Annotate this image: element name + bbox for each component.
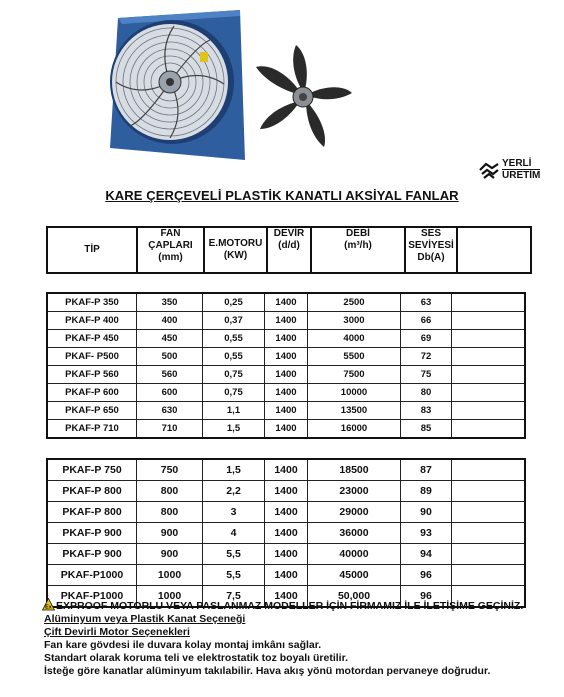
cell-rpm: 1400 [265,459,308,481]
cell-noise: 87 [401,459,452,481]
note-line-optional: İsteğe göre kanatlar alüminyum takılabilir. Hava akış yönü motordan pervaneye doğrudur. [44,665,491,677]
cell-noise: 69 [401,330,452,348]
cell-type: PKAF-P 650 [47,402,137,420]
svg-text:Ex: Ex [45,604,52,611]
cell-diameter: 600 [137,384,203,402]
cell-noise: 75 [401,366,452,384]
cell-diameter: 710 [137,420,203,439]
cell-rpm: 1400 [265,402,308,420]
cell-flow: 50,000 [308,586,401,608]
spec-table-header [46,226,532,274]
note-line-standard: Standart olarak koruma teli ve elektrostatik toz boyalı üretilir. [44,652,349,664]
cell-noise: 72 [401,348,452,366]
col-header-empty [457,227,531,273]
cell-rpm: 1400 [265,502,308,523]
table-row [47,544,525,565]
cell-rpm: 1400 [265,420,308,439]
cell-rpm: 1400 [265,330,308,348]
notes-block [44,598,564,678]
cell-extra [452,348,526,366]
table-row [47,330,525,348]
cell-diameter: 800 [137,502,203,523]
cell-noise: 96 [401,586,452,608]
cell-motor-kw: 0,55 [203,348,265,366]
cell-noise: 89 [401,481,452,502]
cell-flow: 23000 [308,481,401,502]
cell-rpm: 1400 [265,312,308,330]
col-header-diameter [137,227,204,273]
cell-extra [452,565,526,586]
table-row [47,348,525,366]
cell-type: PKAF-P 800 [47,481,137,502]
cell-noise: 66 [401,312,452,330]
square-frame-fan-image [100,10,245,160]
cell-noise: 85 [401,420,452,439]
cell-type: PKAF-P 450 [47,330,137,348]
col-header-rpm [267,227,311,273]
col-motor-l3: (KW) [223,250,248,261]
cell-extra [452,384,526,402]
cell-diameter: 1000 [137,586,203,608]
col-noise-l3: Db(A) [417,252,445,263]
cell-extra [452,544,526,565]
col-diameter-l2: ÇAPLARI [148,240,193,251]
cell-noise: 83 [401,402,452,420]
cell-flow: 3000 [308,312,401,330]
cell-extra [452,420,526,439]
table-row [47,384,525,402]
cell-type: PKAF-P 900 [47,544,137,565]
cell-flow: 7500 [308,366,401,384]
badge-line2: ÜRETİM [502,170,541,181]
local-production-badge [478,154,560,188]
col-diameter-l3: (mm) [158,252,183,263]
cell-motor-kw: 4 [203,523,265,544]
explosion-proof-icon [42,598,55,611]
cell-diameter: 500 [137,348,203,366]
cell-flow: 18500 [308,459,401,481]
cell-motor-kw: 0,37 [203,312,265,330]
cell-rpm: 1400 [265,523,308,544]
cell-diameter: 560 [137,366,203,384]
cell-extra [452,459,526,481]
cell-motor-kw: 2,2 [203,481,265,502]
cell-flow: 36000 [308,523,401,544]
cell-rpm: 1400 [265,293,308,312]
cell-motor-kw: 5,5 [203,544,265,565]
cell-motor-kw: 0,55 [203,330,265,348]
cell-motor-kw: 1,1 [203,402,265,420]
cell-type: PKAF-P 560 [47,366,137,384]
col-noise-l1: SES [420,228,441,239]
cell-noise: 63 [401,293,452,312]
table-row [47,293,525,312]
col-rpm-l2: (d/d) [278,240,300,251]
cell-diameter: 1000 [137,565,203,586]
dual-speed-option-link[interactable]: Çift Devirli Motor Seçenekleri [44,626,190,638]
cell-motor-kw: 0,75 [203,366,265,384]
cell-flow: 10000 [308,384,401,402]
cell-motor-kw: 3 [203,502,265,523]
table-row [47,420,525,439]
cell-motor-kw: 0,75 [203,384,265,402]
cell-flow: 13500 [308,402,401,420]
cell-type: PKAF-P 900 [47,523,137,544]
cell-diameter: 750 [137,459,203,481]
cell-type: PKAF-P 710 [47,420,137,439]
cell-diameter: 450 [137,330,203,348]
cell-type: PKAF-P1000 [47,586,137,608]
cell-rpm: 1400 [265,544,308,565]
col-header-type [47,227,137,273]
cell-noise: 96 [401,565,452,586]
cell-type: PKAF-P1000 [47,565,137,586]
exproof-note [42,598,564,613]
badge-line1: YERLİ [502,158,532,169]
cell-motor-kw: 0,25 [203,293,265,312]
cell-rpm: 1400 [265,565,308,586]
cell-flow: 2500 [308,293,401,312]
cell-type: PKAF-P 800 [47,502,137,523]
table-row [47,312,525,330]
cell-flow: 29000 [308,502,401,523]
plastic-impeller-image [250,45,355,150]
cell-extra [452,312,526,330]
col-diameter-l1: FAN [160,228,181,239]
cell-rpm: 1400 [265,481,308,502]
cell-flow: 5500 [308,348,401,366]
table-row [47,565,525,586]
cell-rpm: 1400 [265,586,308,608]
aluminum-option-link[interactable]: Alüminyum veya Plastik Kanat Seçeneği [44,613,246,625]
spec-table-group2 [46,458,526,608]
cell-diameter: 350 [137,293,203,312]
col-motor-l2: E.MOTORU [208,238,263,249]
cell-extra [452,481,526,502]
col-flow-l2: (m³/h) [344,240,372,251]
col-header-noise [405,227,457,273]
cell-rpm: 1400 [265,348,308,366]
cell-noise: 80 [401,384,452,402]
cell-diameter: 400 [137,312,203,330]
table-row [47,523,525,544]
cell-motor-kw: 5,5 [203,565,265,586]
cell-extra [452,366,526,384]
cell-motor-kw: 7,5 [203,586,265,608]
col-flow-l1: DEBİ [346,228,370,239]
cell-flow: 16000 [308,420,401,439]
cell-type: PKAF-P 400 [47,312,137,330]
cell-diameter: 900 [137,544,203,565]
cell-diameter: 630 [137,402,203,420]
col-header-flow [311,227,405,273]
col-noise-l2: SEVİYESİ [408,240,454,251]
cell-rpm: 1400 [265,366,308,384]
col-rpm-l1: DEVİR [273,228,305,239]
cell-extra [452,402,526,420]
cell-type: PKAF-P 600 [47,384,137,402]
cell-flow: 40000 [308,544,401,565]
page-title: KARE ÇERÇEVELİ PLASTİK KANATLI AKSİYAL FANLAR [105,188,459,203]
cell-flow: 45000 [308,565,401,586]
table-row [47,366,525,384]
table-row [47,402,525,420]
cell-extra [452,523,526,544]
cell-extra [452,330,526,348]
handshake-icon [478,156,500,182]
cell-diameter: 800 [137,481,203,502]
cell-noise: 93 [401,523,452,544]
cell-noise: 94 [401,544,452,565]
cell-motor-kw: 1,5 [203,459,265,481]
col-type-label: TİP [84,244,100,255]
header-row [47,227,531,273]
cell-diameter: 900 [137,523,203,544]
table-row [47,459,525,481]
cell-type: PKAF- P500 [47,348,137,366]
table-row [47,502,525,523]
exproof-text: EXPROOF MOTORLU VEYA PASLANMAZ MODELLER İÇİN FİRMAMIZ İLE İLETİŞİME GEÇİNİZ. [56,600,524,612]
cell-extra [452,293,526,312]
cell-motor-kw: 1,5 [203,420,265,439]
spec-table-group1 [46,292,526,439]
cell-rpm: 1400 [265,384,308,402]
cell-type: PKAF-P 750 [47,459,137,481]
cell-noise: 90 [401,502,452,523]
cell-flow: 4000 [308,330,401,348]
note-line-mounting: Fan kare gövdesi ile duvara kolay montaj imkânı sağlar. [44,639,322,651]
cell-extra [452,502,526,523]
cell-type: PKAF-P 350 [47,293,137,312]
col-header-motor [204,227,267,273]
table-row [47,481,525,502]
